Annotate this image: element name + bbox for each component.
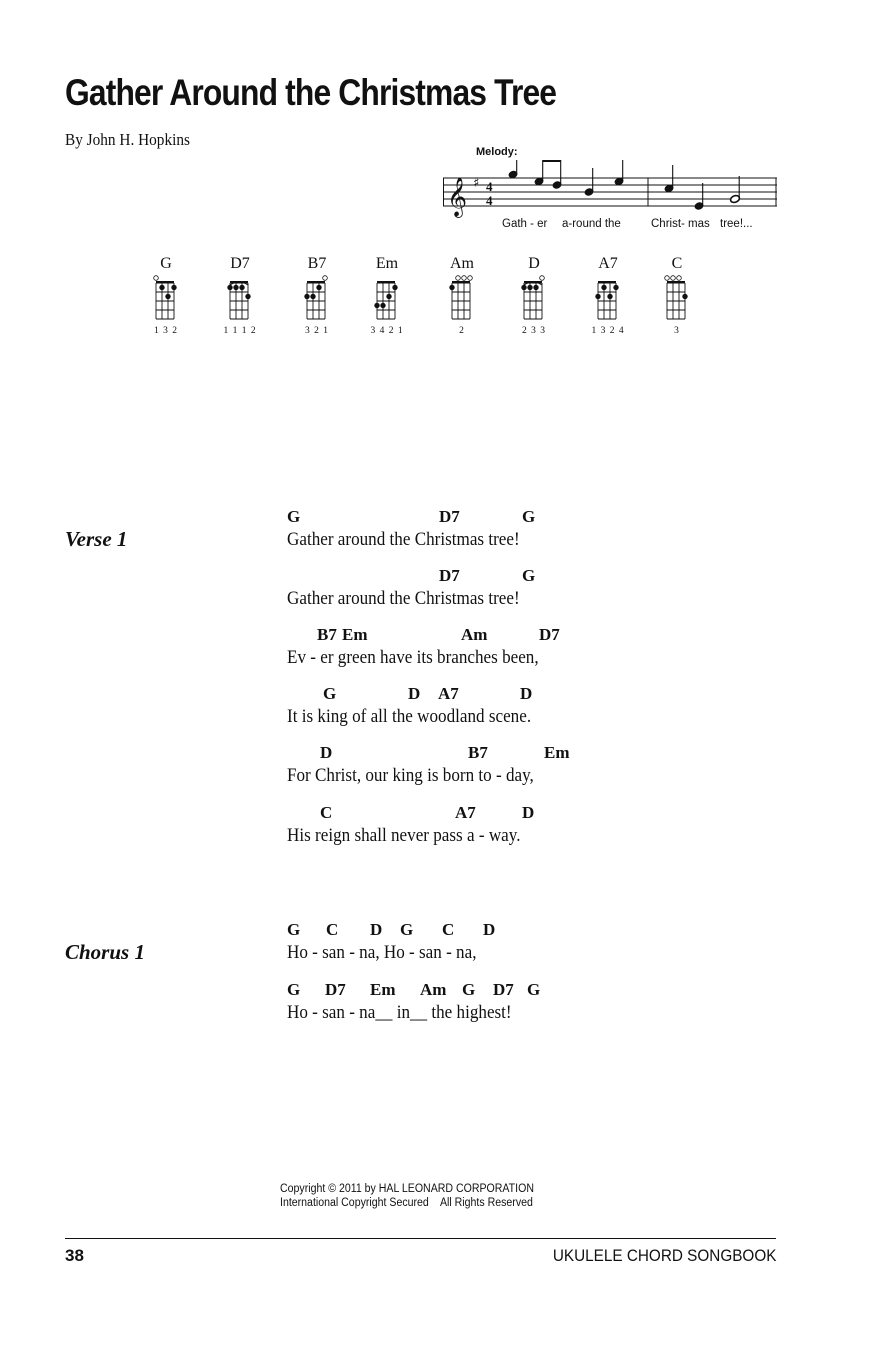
open-string-marker (462, 276, 467, 281)
chord-row (287, 684, 847, 706)
chord-row (287, 566, 847, 588)
chord-fingering: 1 1 1 2 (223, 326, 257, 336)
finger-dot (171, 285, 176, 290)
chord-diagram-name: A7 (598, 255, 618, 272)
chord-symbol: Em (544, 743, 570, 762)
chord-symbol: D (408, 684, 421, 703)
chord-diagram-name: B7 (307, 255, 327, 272)
finger-dot (165, 294, 170, 299)
lyric-line (287, 684, 847, 730)
lyric-text: Ho - san - na__ in__ the highest! (287, 1002, 512, 1023)
chord-symbol: D (522, 803, 535, 822)
melody-lyric: Gath - er (502, 218, 548, 230)
chord-grid (374, 275, 400, 325)
finger-dot (316, 285, 321, 290)
treble-clef: 𝄞 (447, 177, 468, 217)
chord-symbol: G (400, 920, 414, 939)
melody-lyric: tree!... (720, 218, 753, 230)
lyric-line (287, 920, 847, 966)
chord-symbol: Am (420, 980, 447, 999)
finger-dot (607, 294, 612, 299)
lyric-line (287, 980, 847, 1026)
lyric-line (287, 625, 847, 671)
chord-grid (664, 275, 690, 325)
section-label-chorus-1: Chorus 1 (65, 940, 145, 964)
finger-dot (245, 294, 250, 299)
chord-symbol: B7 (468, 743, 488, 762)
chord-row (287, 625, 847, 647)
lyric-line (287, 507, 847, 553)
chord-diagram-name: Em (375, 255, 399, 272)
chord-symbol: D (320, 743, 333, 762)
copyright-line: International Copyright Secured All Rights Reserved (280, 1197, 533, 1209)
chord-diagram-name: G (160, 255, 172, 272)
chord-symbol: C (320, 803, 333, 822)
lyric-text: Ho - san - na, Ho - san - na, (287, 942, 477, 963)
open-string-marker (665, 276, 670, 281)
chord-symbol: G (287, 920, 301, 939)
song-title: Gather Around the Christmas Tree (65, 72, 557, 113)
chord-row (287, 980, 847, 1002)
chord-grid (449, 275, 475, 325)
lyric-text: Gather around the Christmas tree! (287, 529, 520, 550)
svg-text:4: 4 (486, 193, 493, 208)
open-string-marker (456, 276, 461, 281)
lyric-line (287, 566, 847, 612)
open-string-marker (671, 276, 676, 281)
open-string-marker (154, 276, 159, 281)
finger-dot (613, 285, 618, 290)
finger-dot (449, 285, 454, 290)
page-number: 38 (65, 1246, 84, 1265)
open-string-marker (677, 276, 682, 281)
finger-dot (380, 303, 385, 308)
book-title: UKULELE CHORD SONGBOOK (552, 1246, 776, 1265)
chord-row (287, 920, 847, 942)
chord-symbol: G (527, 980, 541, 999)
chord-grid (304, 275, 330, 325)
chord-grid (595, 275, 621, 325)
finger-dot (386, 294, 391, 299)
chord-fingering: 1 3 2 (154, 326, 178, 336)
chord-fingering: 3 (674, 326, 680, 336)
finger-dot (527, 285, 532, 290)
lyric-text: Gather around the Christmas tree! (287, 588, 520, 609)
song-byline: By John H. Hopkins (65, 130, 190, 149)
open-string-marker (540, 276, 545, 281)
melody-lyric: a-round the (562, 218, 621, 230)
lyric-line (287, 803, 847, 849)
finger-dot (595, 294, 600, 299)
chord-symbol: D7 (539, 625, 560, 644)
time-signature: 4 (486, 179, 493, 194)
finger-dot (239, 285, 244, 290)
chord-diagram-name: D7 (230, 255, 250, 272)
chord-symbol: D7 (325, 980, 346, 999)
chord-symbol: D7 (493, 980, 514, 999)
footer-divider (65, 1238, 776, 1239)
melody-lyric: Christ- mas (651, 218, 710, 230)
chord-grid (153, 275, 179, 325)
open-string-marker (323, 276, 328, 281)
chord-symbol: D (483, 920, 496, 939)
chord-symbol: B7 (317, 625, 337, 644)
chord-fingering: 3 4 2 1 (370, 326, 404, 336)
finger-dot (374, 303, 379, 308)
chord-symbol: C (326, 920, 339, 939)
chord-symbol: D7 (439, 507, 460, 526)
chord-symbol: D7 (439, 566, 460, 585)
chord-row (287, 507, 847, 529)
chord-symbol: A7 (455, 803, 476, 822)
chord-symbol: G (522, 566, 536, 585)
finger-dot (533, 285, 538, 290)
finger-dot (392, 285, 397, 290)
finger-dot (227, 285, 232, 290)
chord-diagram-name: Am (450, 255, 474, 272)
lyric-text: Ev - er green have its branches been, (287, 647, 539, 668)
copyright-notice (280, 1182, 534, 1210)
lyric-text: For Christ, our king is born to - day, (287, 765, 534, 786)
chord-row (287, 803, 847, 825)
chord-symbol: D (520, 684, 533, 703)
chord-symbol: Em (370, 980, 396, 999)
chord-symbol: G (462, 980, 476, 999)
chord-symbol: G (287, 980, 301, 999)
lyric-text: It is king of all the woodland scene. (287, 706, 532, 727)
chord-symbol: A7 (438, 684, 459, 703)
chord-symbol: G (287, 507, 301, 526)
finger-dot (233, 285, 238, 290)
chord-fingering: 2 (459, 326, 465, 336)
chord-symbol: G (323, 684, 337, 703)
chord-symbol: Em (342, 625, 368, 644)
chord-symbol: C (442, 920, 455, 939)
chord-diagram-name: C (671, 255, 683, 272)
melody-label: Melody: (476, 146, 518, 158)
chord-row (287, 743, 847, 765)
section-label-verse-1: Verse 1 (65, 527, 128, 551)
copyright-line: Copyright © 2011 by HAL LEONARD CORPORATION (280, 1183, 534, 1195)
finger-dot (682, 294, 687, 299)
chord-symbol: G (522, 507, 536, 526)
chord-diagram-name: D (528, 255, 540, 272)
finger-dot (521, 285, 526, 290)
chord-fingering: 1 3 2 4 (591, 326, 625, 336)
finger-dot (159, 285, 164, 290)
melody-staff (443, 160, 779, 218)
chord-symbol: D (370, 920, 383, 939)
chord-grid (227, 275, 253, 325)
chord-fingering: 3 2 1 (305, 326, 329, 336)
finger-dot (601, 285, 606, 290)
open-string-marker (468, 276, 473, 281)
finger-dot (310, 294, 315, 299)
chord-fingering: 2 3 3 (522, 326, 546, 336)
key-signature-sharp: ♯ (473, 176, 480, 191)
finger-dot (304, 294, 309, 299)
lyric-line (287, 743, 847, 789)
lyric-text: His reign shall never pass a - way. (287, 825, 521, 846)
chord-grid (521, 275, 547, 325)
chord-symbol: Am (461, 625, 488, 644)
